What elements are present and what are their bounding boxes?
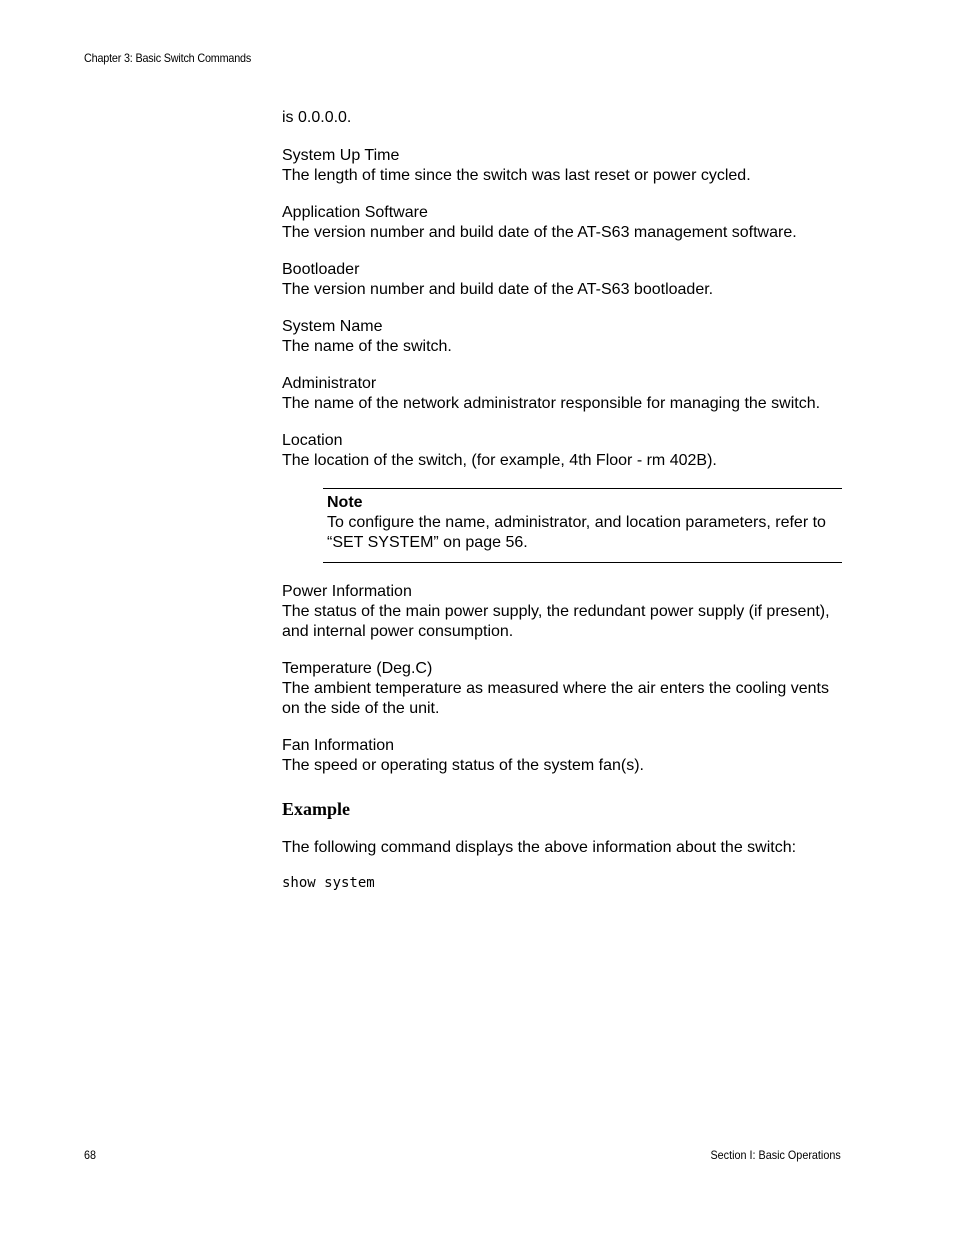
field-description: The name of the network administrator responsible for managing the switch. xyxy=(282,395,821,412)
field-name: System Name xyxy=(282,318,383,335)
field-name: System Up Time xyxy=(282,147,400,164)
field-name: Administrator xyxy=(282,375,377,392)
field-description: The speed or operating status of the system fan(s). xyxy=(282,757,644,774)
field-name: Location xyxy=(282,432,343,449)
field-name: Bootloader xyxy=(282,261,360,278)
field-system-name xyxy=(282,317,847,357)
field-name: Temperature (Deg.C) xyxy=(282,660,433,677)
running-header-chapter: Chapter 3: Basic Switch Commands xyxy=(84,51,252,65)
field-description: The version number and build date of the AT-S63 bootloader. xyxy=(282,281,714,298)
note-text: To configure the name, administrator, and location parameters, refer to “SET SYSTEM” on page 56. xyxy=(327,514,826,551)
example-heading: Example xyxy=(282,799,351,819)
field-power-information xyxy=(282,582,847,642)
field-application-software xyxy=(282,203,847,243)
field-description: The location of the switch, (for example, 4th Floor - rm 402B). xyxy=(282,452,717,469)
field-fan-information xyxy=(282,736,847,776)
note-box xyxy=(323,488,842,563)
field-description: The length of time since the switch was last reset or power cycled. xyxy=(282,167,751,184)
field-bootloader xyxy=(282,260,847,300)
field-temperature xyxy=(282,659,847,719)
footer-section-title: Section I: Basic Operations xyxy=(710,1148,841,1162)
field-description: The ambient temperature as measured where the air enters the cooling vents on the side of the unit. xyxy=(282,680,829,717)
field-location xyxy=(282,431,847,471)
field-description: The name of the switch. xyxy=(282,338,452,355)
intro-text: is 0.0.0.0. xyxy=(282,109,352,126)
note-title: Note xyxy=(327,494,363,511)
field-description: The version number and build date of the AT-S63 management software. xyxy=(282,224,797,241)
page-body xyxy=(282,108,847,892)
field-name: Fan Information xyxy=(282,737,395,754)
example-command: show system xyxy=(282,875,375,891)
field-name: Application Software xyxy=(282,204,428,221)
field-administrator xyxy=(282,374,847,414)
field-system-up-time xyxy=(282,146,847,186)
field-name: Power Information xyxy=(282,583,412,600)
example-text: The following command displays the above information about the switch: xyxy=(282,839,797,856)
field-description: The status of the main power supply, the redundant power supply (if present), and internal power consumption. xyxy=(282,603,830,640)
footer-page-number: 68 xyxy=(84,1148,97,1162)
